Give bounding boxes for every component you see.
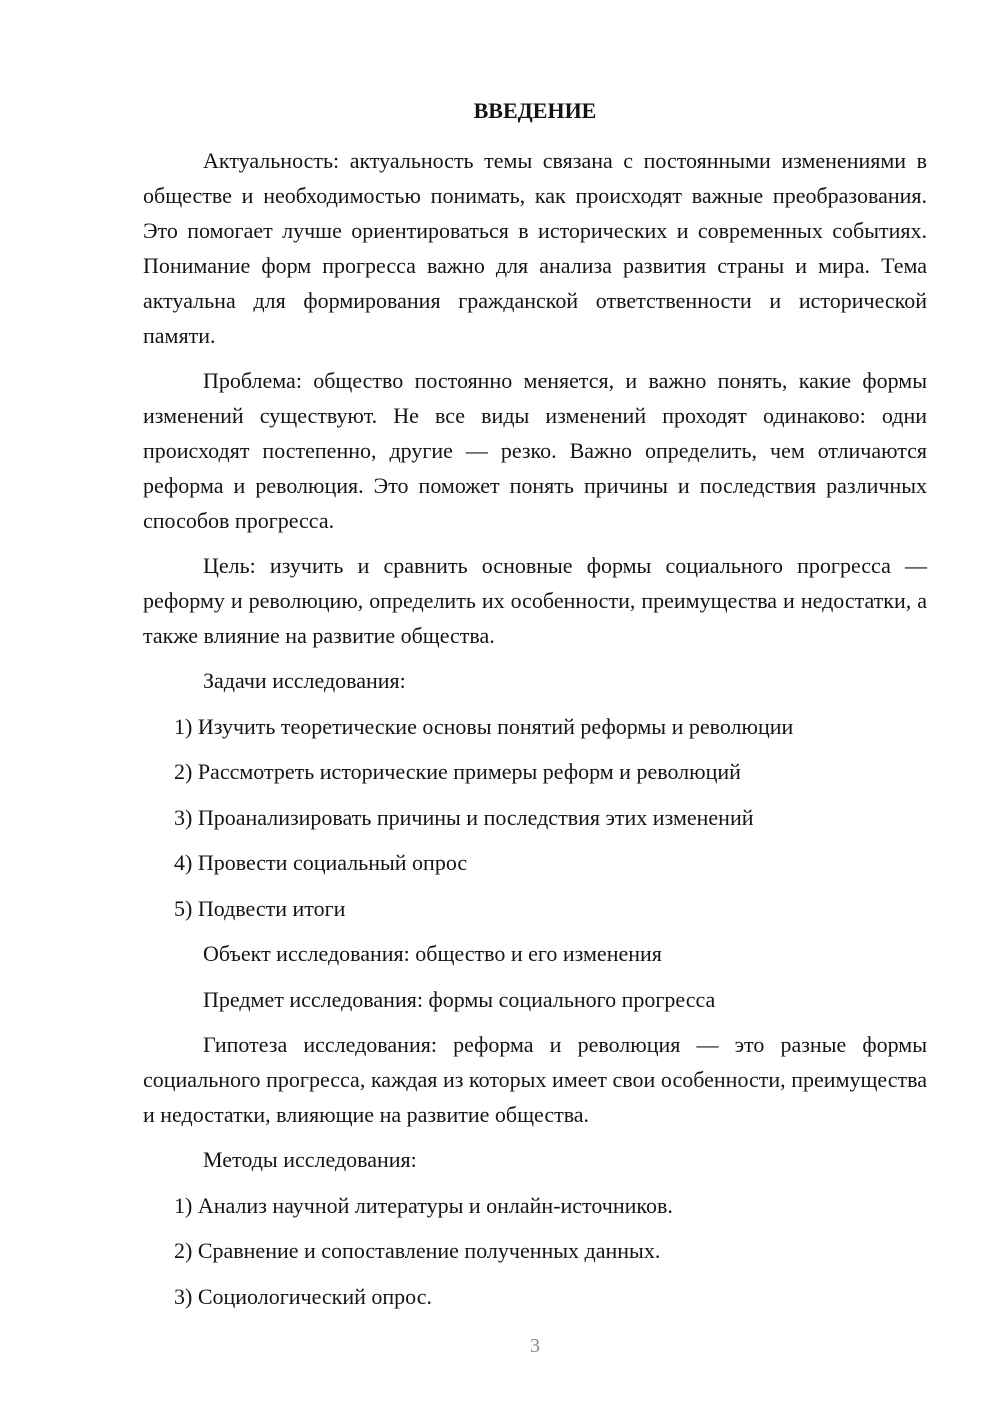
relevance-paragraph: Актуальность: актуальность темы связана с постоянными изменениями в обществе и необходимостью понимать, как происходят важные преобразования. Это помогает лучше ориентироваться в исторических и современных событиях. Понимание форм прогресса важно для анализа развития страны и мира. Тема актуальна для формирования гражданской ответственности и исторической памяти.	[143, 148, 927, 348]
page-number: 3	[530, 1335, 540, 1357]
method-item: 3) Социологический опрос.	[174, 1283, 432, 1309]
goal-paragraph: Цель: изучить и сравнить основные формы социального прогресса — реформу и революцию, определить их особенности, преимущества и недостатки, а также влияние на развитие общества.	[143, 553, 927, 648]
page-content	[143, 96, 927, 1324]
methods-title: Методы исследования:	[203, 1147, 417, 1172]
task-item: 4) Провести социальный опрос	[174, 850, 468, 875]
task-item: 5) Подвести итоги	[174, 895, 346, 921]
task-item: 1) Изучить теоретические основы понятий реформы и революции	[174, 713, 794, 739]
section-heading: ВВЕДЕНИЕ	[473, 98, 597, 123]
hypothesis-paragraph: Гипотеза исследования: реформа и революция — это разные формы социального прогресса, каждая из которых имеет свои особенности, преимущества и недостатки, влияющие на развитие общества.	[143, 1032, 927, 1127]
method-item: 1) Анализ научной литературы и онлайн-источников.	[174, 1192, 673, 1218]
tasks-title: Задачи исследования:	[203, 668, 406, 693]
research-object: Объект исследования: общество и его изменения	[203, 941, 662, 966]
task-item: 2) Рассмотреть исторические примеры реформ и революций	[174, 759, 741, 784]
task-item: 3) Проанализировать причины и последствия этих изменений	[174, 804, 754, 830]
problem-paragraph: Проблема: общество постоянно меняется, и важно понять, какие формы изменений существуют. Не все виды изменений проходят одинаково: одни происходят постепенно, другие — резко. Важно определить, чем отличаются реформа и революция. Это поможет понять причины и последствия различных способов прогресса.	[143, 368, 927, 533]
research-subject: Предмет исследования: формы социального прогресса	[203, 986, 716, 1012]
method-item: 2) Сравнение и сопоставление полученных данных.	[174, 1238, 661, 1263]
